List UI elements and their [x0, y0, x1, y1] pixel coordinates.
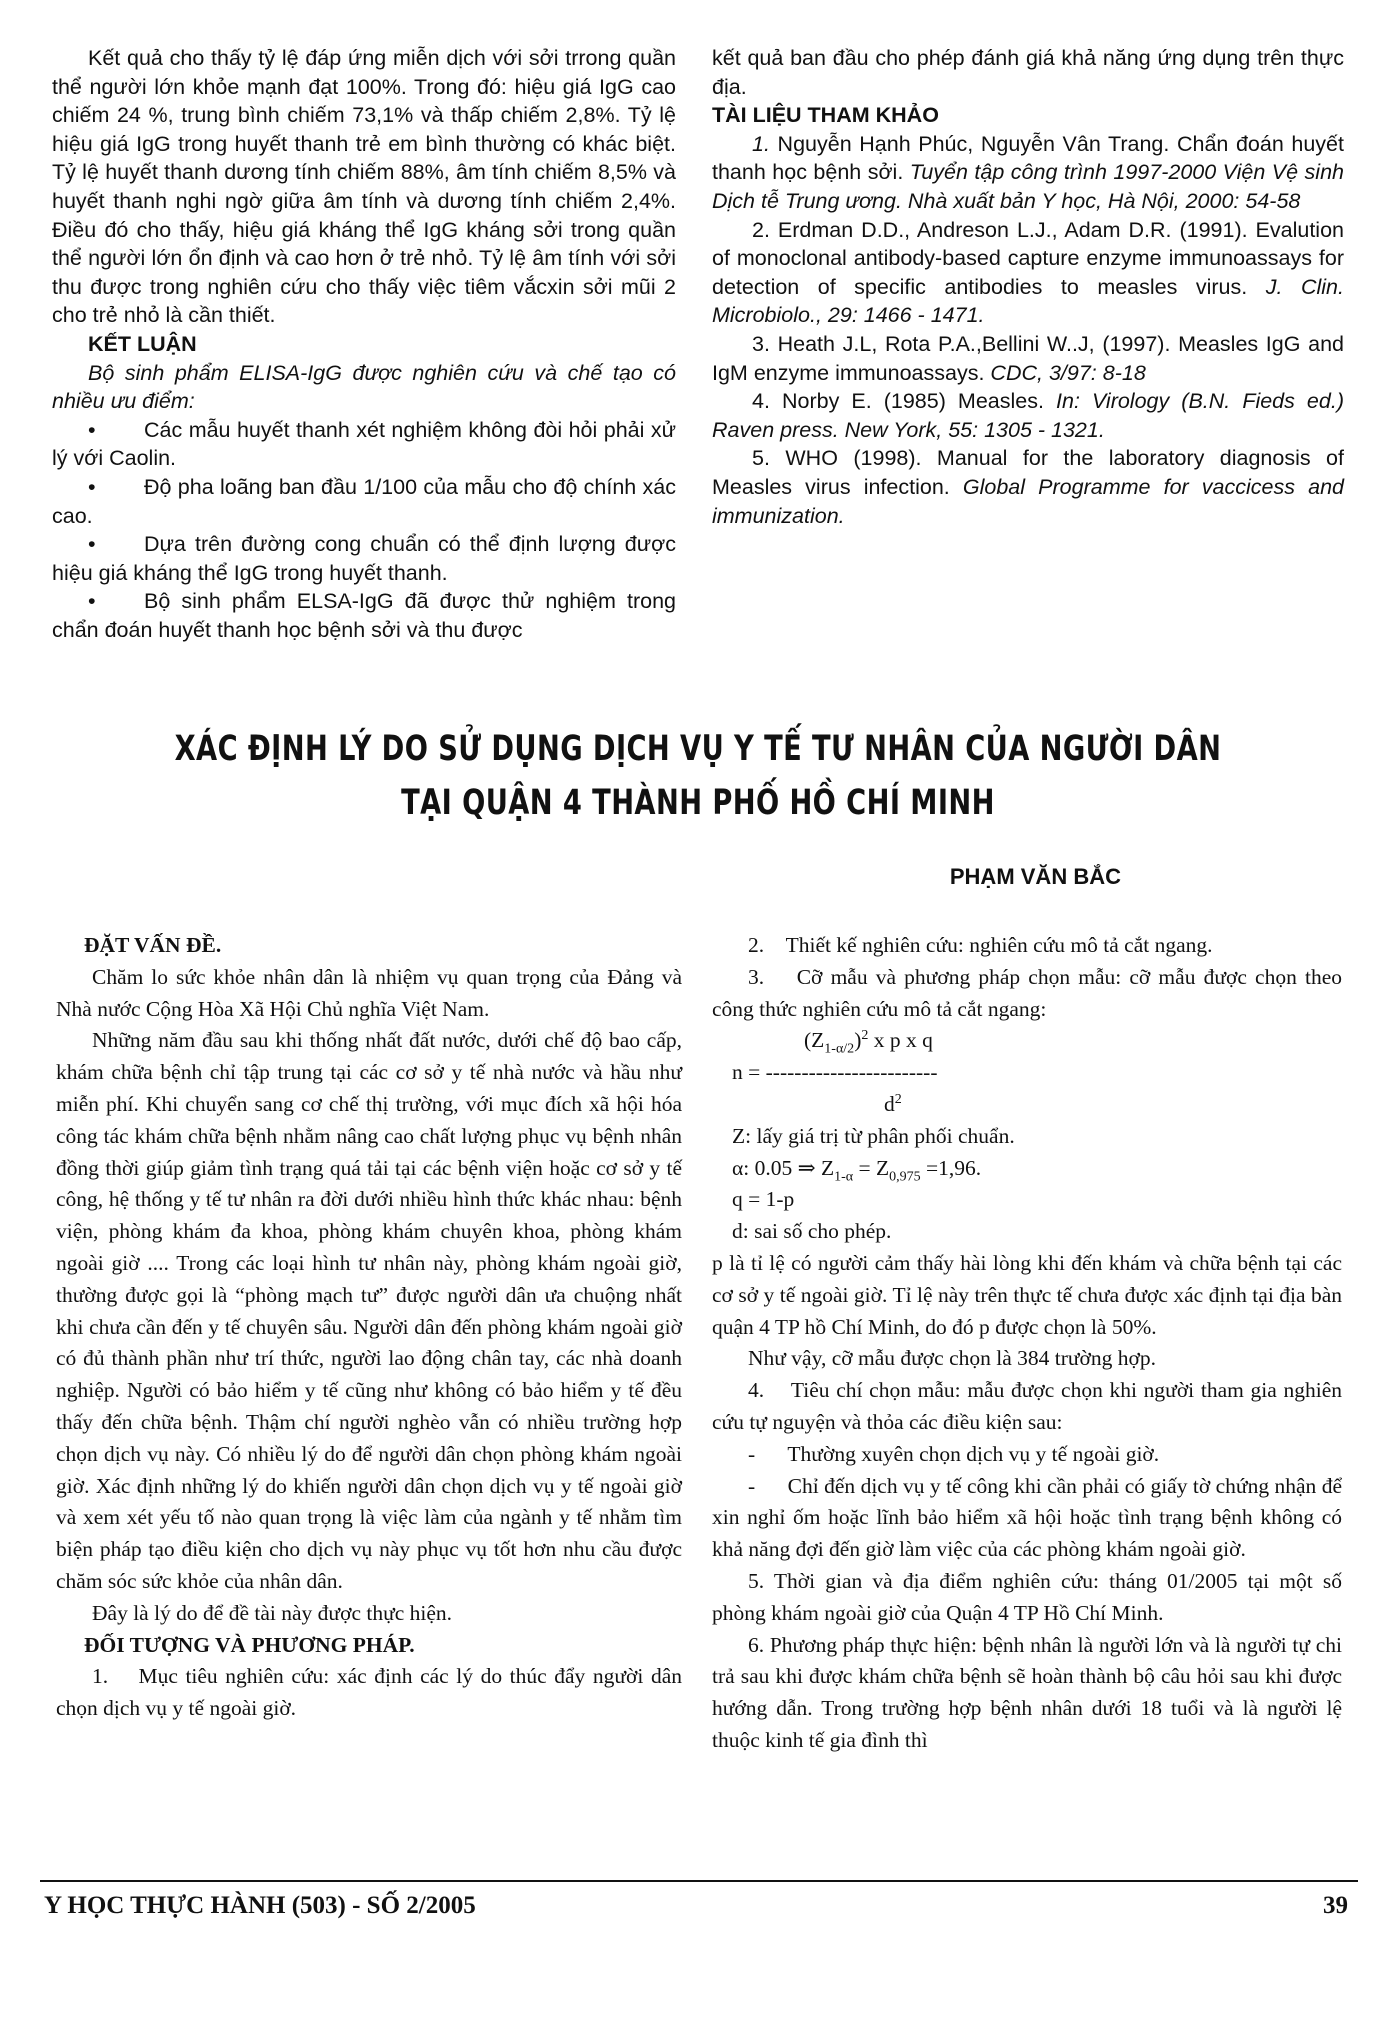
reference-item: 4. Norby E. (1985) Measles. In: Virology (B.N. Fieds ed.) Raven press. New York, 55: 1305 - 1321. — [712, 389, 1344, 442]
criteria-item: - Chỉ đến dịch vụ y tế công khi cần phải có giấy tờ chứng nhận để xin nghỉ ốm hoặc lĩnh bảo hiểm xã hội hoặc tình trạng bệnh không có khả năng đợi đến giờ làm việc của các phòng khám ngoài giờ. — [712, 1473, 1342, 1562]
continuation-text: kết quả ban đầu cho phép đánh giá khả năng ứng dụng trên thực địa. — [712, 46, 1344, 99]
formula-numerator: $(Z_{1-\alpha/2})^2$ x p x q — [804, 1028, 933, 1057]
references-heading: TÀI LIỆU THAM KHẢO — [712, 103, 939, 128]
sample-size-formula — [712, 1025, 1342, 1120]
article-author: PHẠM VĂN BẮC — [949, 864, 1121, 889]
numbered-item: 1. Mục tiêu nghiên cứu: xác định các lý do thúc đẩy người dân chọn dịch vụ y tế ngoài giờ. — [56, 1664, 683, 1721]
numbered-item: 5. Thời gian và địa điểm nghiên cứu: tháng 01/2005 tại một số phòng khám ngoài giờ của Quận 4 TP Hồ Chí Minh. — [712, 1568, 1342, 1625]
formula-note: α: 0.05 ⇒ $Z_{1-\alpha} = Z_{0,975} =1,96$. — [732, 1155, 982, 1184]
reference-item: 3. Heath J.L, Rota P.A.,Bellini W..J, (1997). Measles IgG and IgM enzyme immunoassays. CDC, 3/97: 8-18 — [712, 331, 1344, 385]
numbered-item: 3. Cỡ mẫu và phương pháp chọn mẫu: cỡ mẫu được chọn theo công thức nghiên cứu mô tả cắt ngang: — [712, 964, 1343, 1021]
conclusion-bullet: • Các mẫu huyết thanh xét nghiệm không đòi hỏi phải xử lý với Caolin. — [52, 417, 676, 471]
section-heading: ĐẶT VẤN ĐỀ. — [84, 933, 222, 957]
formula-note: Z: lấy giá trị từ phân phối chuẩn. — [732, 1123, 1015, 1148]
paragraph: Đây là lý do để đề tài này được thực hiện. — [92, 1600, 453, 1625]
formula-note: d: sai số cho phép. — [732, 1219, 892, 1244]
conclusion-intro: Bộ sinh phẩm ELISA-IgG được nghiên cứu và chế tạo có nhiều ưu điểm: — [52, 360, 676, 414]
section-heading: ĐỐI TƯỢNG VÀ PHƯƠNG PHÁP. — [84, 1632, 415, 1657]
reference-item: 5. WHO (1998). Manual for the laboratory diagnosis of Measles virus infection. Global Programme for vaccicess and immunization. — [712, 446, 1344, 528]
reference-item: 1. Nguyễn Hạnh Phúc, Nguyễn Vân Trang. Chẩn đoán huyết thanh học bệnh sởi. Tuyển tập công trình 1997-2000 Viện Vệ sinh Dịch tễ Trung ương. Nhà xuất bản Y học, Hà Nội, 2000: 54-58 — [712, 131, 1344, 213]
bullet-icon: • — [88, 474, 96, 499]
footer-divider — [40, 1880, 1358, 1882]
page-number: 39 — [1323, 1892, 1348, 1919]
formula-denominator: $d^2$ — [884, 1091, 902, 1116]
conclusion-bullet: • Bộ sinh phẩm ELSA-IgG đã được thử nghiệm trong chẩn đoán huyết thanh học bệnh sởi và thu được — [52, 589, 676, 642]
conclusion-bullet: • Dựa trên đường cong chuẩn có thể định lượng được hiệu giá kháng thể IgG trong huyết thanh. — [52, 532, 676, 585]
formula-note: q = 1-p — [732, 1187, 795, 1212]
formula-line: n = ------------------------ — [732, 1060, 938, 1085]
reference-item: 2. Erdman D.D., Andreson L.J., Adam D.R. (1991). Evalution of monoclonal antibody-based capture enzyme immunoassays for detection of specific antibodies to measles virus. J. Clin. Microbiolo., 29: 1466 - 1471. — [712, 217, 1345, 328]
bullet-icon: • — [88, 417, 96, 442]
numbered-item: 2. Thiết kế nghiên cứu: nghiên cứu mô tả cắt ngang. — [748, 933, 1213, 957]
bullet-icon: • — [88, 589, 96, 614]
article-right-column — [712, 930, 1342, 1757]
paragraph: Những năm đầu sau khi thống nhất đất nước, dưới chế độ bao cấp, khám chữa bệnh chỉ tập trung tại các cơ sở y tế nhà nước và hầu như miễn phí. Khi chuyển sang cơ chế thị trường, với mục đích xã hội hóa công tác khám chữa bệnh nhằm nâng cao chất lượng phục vụ bệnh nhân đồng thời giúp giảm tình trạng quá tải tại các bệnh viện hoặc cơ sở y tế công, hệ thống y tế tư nhân ra đời dưới nhiều hình thức khác nhau: bệnh viện, phòng khám đa khoa, phòng khám chuyên khoa, phòng khám ngoài giờ .... Trong các loại hình tư nhân này, phòng khám ngoài giờ, thường được gọi là “phòng mạch tư” được người dân ưa chuộng nhất khi chưa cần đến y tế chuyên sâu. Người dân đến phòng khám ngoài giờ có đủ thành phần như trí thức, người lao động chân tay, các nhà doanh nghiệp. Người có bảo hiểm y tế cũng như không có bảo hiểm y tế đều thấy đến chữa bệnh. Thậm chí người nghèo vẫn có nhiều trường hợp chọn dịch vụ này. Có nhiều lý do để người dân chọn phòng khám ngoài giờ. Xác định những lý do khiến người dân chọn dịch vụ y tế ngoài giờ và xem xét yếu tố nào quan trọng là việc làm của ngành y tế nhằm tìm biện pháp tạo điều kiện cho dịch vụ này phục vụ tốt hơn nhu cầu được chăm sóc sức khỏe của nhân dân. — [56, 1028, 682, 1593]
paragraph: Như vậy, cỡ mẫu được chọn là 384 trường hợp. — [748, 1346, 1157, 1371]
journal-footer: Y HỌC THỰC HÀNH (503) - SỐ 2/2005 — [44, 1892, 476, 1919]
bullet-icon: • — [88, 532, 96, 557]
conclusion-heading: KẾT LUẬN — [88, 331, 197, 356]
paragraph: p là tỉ lệ có người cảm thấy hài lòng khi đến khám và chữa bệnh tại các cơ sở y tế ngoài giờ. Tỉ lệ này trên thực tế chưa được xác định tại địa bàn quận 4 TP hồ Chí Minh, do đó p được chọn là 50%. — [712, 1250, 1342, 1339]
top-left-column — [52, 44, 676, 644]
conclusion-bullet: • Độ pha loãng ban đầu 1/100 của mẫu cho độ chính xác cao. — [52, 474, 676, 528]
article-left-column — [56, 930, 682, 1725]
article-title-line-2: TẠI QUẬN 4 THÀNH PHỐ HỒ CHÍ MINH — [401, 783, 995, 823]
results-paragraph: Kết quả cho thấy tỷ lệ đáp ứng miễn dịch với sởi trrong quần thể người lớn khỏe mạnh đạt 100%. Trong đó: hiệu giá IgG cao chiếm 24 %, trung bình chiếm 73,1% và thấp chiếm 2,8%. Tỷ lệ hiệu giá IgG trong huyết thanh trẻ em bình thường có khác biệt. Tỷ lệ huyết thanh dương tính chiếm 88%, âm tính chiếm 8,5% và huyết thanh nghi ngờ giữa âm tính và dương tính chiếm 2,4%. Điều đó cho thấy, hiệu giá kháng thể IgG kháng sởi trong quần thể người lớn ổn định và cao hơn ở trẻ nhỏ. Tỷ lệ âm tính với sởi thu được trong nghiên cứu cho thấy việc tiêm vắcxin sởi mũi 2 cho trẻ nhỏ là cần thiết. — [52, 46, 676, 328]
numbered-item: 4. Tiêu chí chọn mẫu: mẫu được chọn khi người tham gia nghiên cứu tự nguyện và thỏa các điều kiện sau: — [712, 1378, 1342, 1434]
paragraph: Chăm lo sức khỏe nhân dân là nhiệm vụ quan trọng của Đảng và Nhà nước Cộng Hòa Xã Hội Chủ nghĩa Việt Nam. — [56, 964, 682, 1021]
top-right-column — [712, 44, 1344, 530]
article-title-line-1: XÁC ĐỊNH LÝ DO SỬ DỤNG DỊCH VỤ Y TẾ TƯ NHÂN CỦA NGƯỜI DÂN — [174, 729, 1222, 769]
criteria-item: - Thường xuyên chọn dịch vụ y tế ngoài giờ. — [748, 1441, 1160, 1466]
numbered-item: 6. Phương pháp thực hiện: bệnh nhân là người lớn và là người tự chi trả sau khi được khám chữa bệnh sẽ hoàn thành bộ câu hỏi sau khi được hướng dẫn. Trong trường hợp bệnh nhân dưới 18 tuổi và là người lệ thuộc kinh tế gia đình thì — [712, 1632, 1342, 1752]
